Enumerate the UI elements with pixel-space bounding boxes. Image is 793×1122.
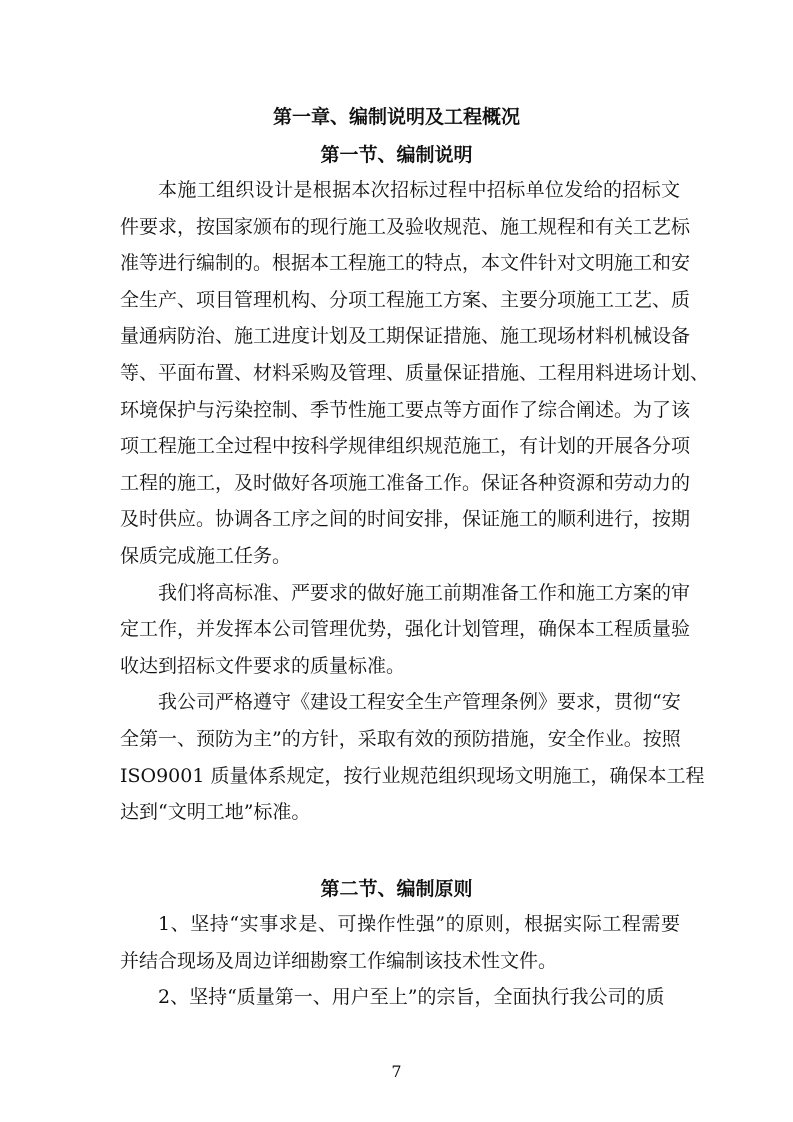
text-line: 件要求，按国家颁布的现行施工及验收规范、施工规程和有关工艺标 [120, 215, 691, 238]
text-line: 收达到招标文件要求的质量标准。 [120, 654, 406, 677]
text-line: 项工程施工全过程中按科学规律组织规范施工，有计划的开展各分项 [120, 435, 691, 458]
text-line: 准等进行编制的。根据本工程施工的特点，本文件针对文明施工和安 [120, 252, 691, 275]
text-line: 2、坚持“质量第一、用户至上”的宗旨，全面执行我公司的质 [158, 986, 665, 1009]
paragraph [120, 684, 705, 830]
text-line: 环境保护与污染控制、季节性施工要点等方面作了综合阐述。为了该 [120, 398, 691, 421]
text-line: 及时供应。协调各工序之间的时间安排，保证施工的顺利进行，按期 [120, 508, 691, 531]
section-title: 第二节、编制原则 [320, 878, 473, 900]
section1-body [120, 172, 710, 831]
text-line: ISO9001 质量体系规定，按行业规范组织现场文明施工，确保本工程 [120, 764, 705, 787]
text-line: 全第一、预防为主”的方针，采取有效的预防措施，安全作业。按照 [120, 727, 681, 750]
text-line: 全生产、项目管理机构、分项工程施工方案、主要分项施工工艺、质 [120, 288, 691, 311]
paragraph [120, 575, 691, 685]
text-line: 我们将高标准、严要求的做好施工前期准备工作和施工方案的审 [158, 581, 691, 604]
text-line: 量通病防治、施工进度计划及工期保证措施、施工现场材料机械设备 [120, 325, 691, 348]
text-line: 并结合现场及周边详细勘察工作编制该技术性文件。 [120, 949, 558, 972]
section2-body [120, 906, 680, 1016]
text-line: 工程的施工，及时做好各项施工准备工作。保证各种资源和劳动力的 [120, 471, 691, 494]
page-number: 7 [391, 1062, 402, 1081]
text-line: 等、平面布置、材料采购及管理、质量保证措施、工程用料进场计划、 [120, 361, 710, 384]
text-line: 达到“文明工地”标准。 [120, 801, 311, 824]
text-line: 定工作，并发挥本公司管理优势，强化计划管理，确保本工程质量验 [120, 618, 691, 641]
paragraph [120, 172, 710, 575]
paragraph [120, 979, 680, 1016]
chapter-title: 第一章、编制说明及工程概况 [272, 106, 520, 128]
text-line: 1、坚持“实事求是、可操作性强”的原则，根据实际工程需要 [158, 913, 680, 935]
text-line: 保质完成施工任务。 [120, 544, 292, 567]
section-title: 第一节、编制说明 [320, 144, 473, 166]
text-line: 我公司严格遵守《建设工程安全生产管理条例》要求，贯彻“安 [158, 691, 681, 714]
text-line: 本施工组织设计是根据本次招标过程中招标单位发给的招标文 [158, 179, 680, 201]
paragraph [120, 906, 680, 979]
